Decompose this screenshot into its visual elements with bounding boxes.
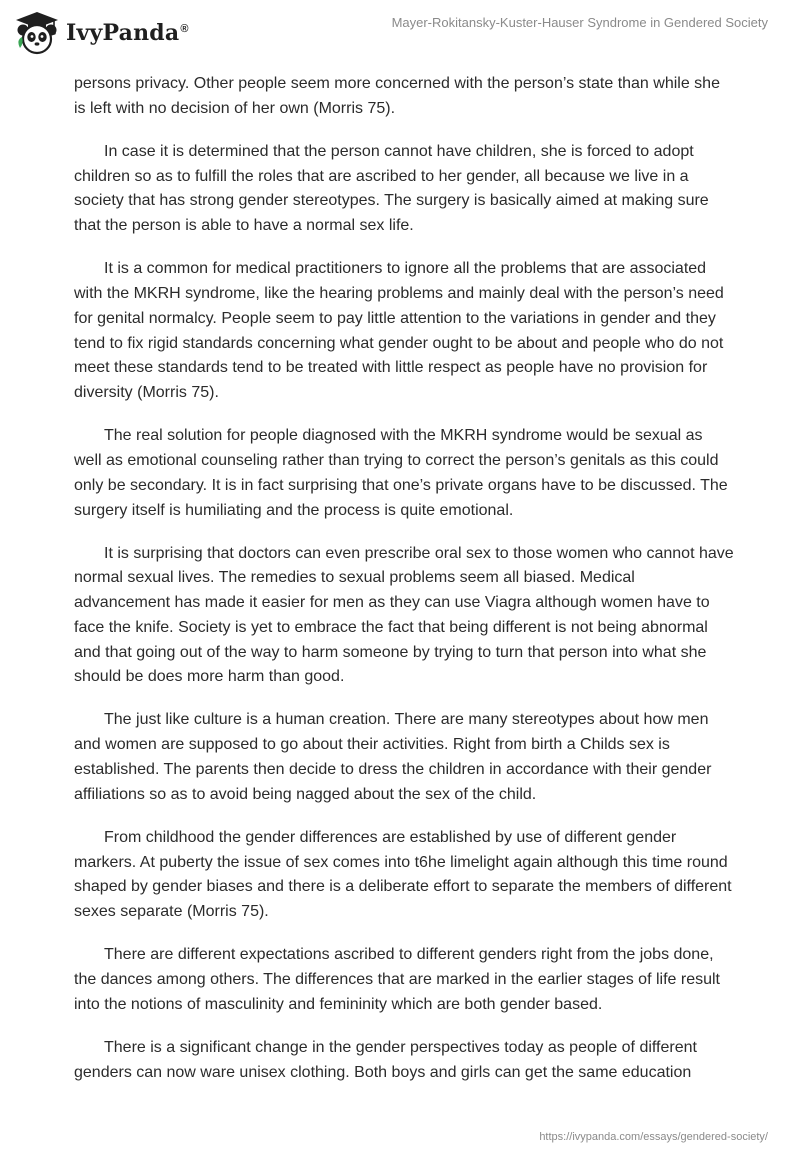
panda-graduate-icon <box>14 10 60 56</box>
paragraph-6: The just like culture is a human creation. There are many stereotypes about how men and women are supposed to go about their activities. Right from birth a Childs sex is established. The parents then decide to dress the children in accordance with their gender affiliations so as to avoid being nagged about the sex of the child. <box>74 711 712 803</box>
paragraph-4: The real solution for people diagnosed with the MKRH syndrome would be sexual as well as emotional counseling rather than trying to correct the person’s genitals as this could only be secondary. It is in fact surprising that one’s private organs have to be discussed. The surgery itself is humiliating and the process is quite emotional. <box>74 427 728 519</box>
registered-mark: ® <box>180 22 189 35</box>
essay-body <box>74 72 734 1104</box>
paragraph-8: There are different expectations ascribed to different genders right from the jobs done, the dances among others. The differences that are marked in the earlier stages of life result into the notions of masculinity and femininity which are both gender based. <box>74 946 720 1013</box>
brand-name: IvyPanda® <box>66 20 189 46</box>
ivypanda-logo[interactable] <box>14 10 189 56</box>
paragraph-2: In case it is determined that the person cannot have children, she is forced to adopt children so as to fulfill the roles that are ascribed to her gender, all because we live in a society that has strong gender stereotypes. The surgery is basically aimed at making sure that the person is able to have a normal sex life. <box>74 142 709 235</box>
paragraph-1: persons privacy. Other people seem more concerned with the person’s state than while she is left with no decision of her own (Morris 75). <box>74 75 720 117</box>
paragraph-7: From childhood the gender differences are established by use of different gender markers. At puberty the issue of sex comes into t6he limelight again although this time round shaped by gender biases and there is a deliberate effort to separate the members of different sexes separate (Morris 75). <box>74 828 732 921</box>
page-header <box>0 0 800 62</box>
source-url[interactable]: https://ivypanda.com/essays/gendered-society/ <box>539 1131 768 1143</box>
document-title: Mayer-Rokitansky-Kuster-Hauser Syndrome in Gendered Society <box>391 15 768 30</box>
paragraph-5: It is surprising that doctors can even prescribe oral sex to those women who cannot have normal sexual lives. The remedies to sexual problems seem all biased. Medical advancement has made it easier for men as they can use Viagra although women have to face the knife. Society is yet to embrace the fact that being different is not being abnormal and that going out of the way to harm someone by trying to turn that person into what she should be does more harm than good. <box>74 544 734 686</box>
paragraph-3: It is a common for medical practitioners to ignore all the problems that are associated with the MKRH syndrome, like the hearing problems and mainly deal with the person’s need for genital normalcy. People seem to pay little attention to the variations in gender and they tend to fix rigid standards concerning what gender ought to be about and people who do not meet these standards tend to be treated with little respect as people have no provision for diversity (Morris 75). <box>74 260 724 402</box>
paragraph-9: There is a significant change in the gender perspectives today as people of different genders can now ware unisex clothing. Both boys and girls can get the same education <box>74 1038 697 1081</box>
